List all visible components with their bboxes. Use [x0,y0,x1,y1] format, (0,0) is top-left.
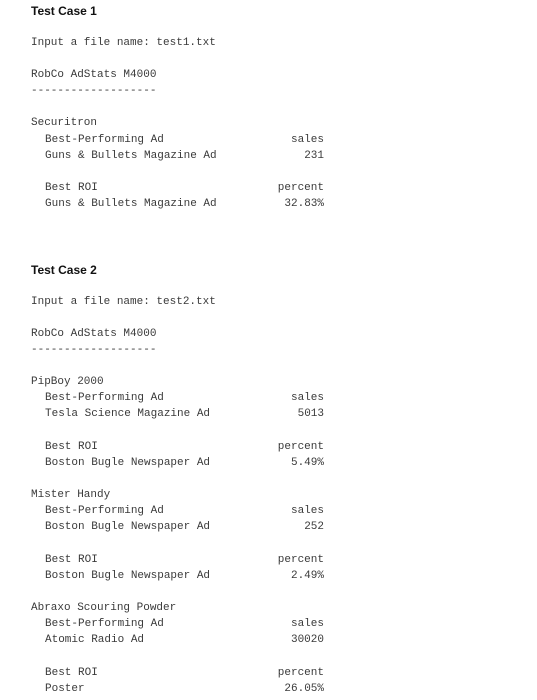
best-roi-ad: Boston Bugle Newspaper Ad [45,570,211,582]
best-performing-label: Best-Performing Ad [45,134,164,146]
product-name: Securitron [31,117,98,129]
divider: ------------------- [31,344,157,356]
percent-label: percent [277,667,324,679]
percent-label: percent [277,182,324,194]
test-case-2-heading: Test Case 2 [31,263,97,277]
sales-label: sales [290,618,324,630]
best-performing-ad: Boston Bugle Newspaper Ad [45,521,211,533]
app-title: RobCo AdStats M4000 [31,328,157,340]
best-roi-label: Best ROI [45,667,98,679]
best-roi-ad: Poster [45,683,85,695]
best-performing-label: Best-Performing Ad [45,505,164,517]
divider: ------------------- [31,85,157,97]
percent-label: percent [277,554,324,566]
sales-label: sales [290,505,324,517]
app-title: RobCo AdStats M4000 [31,69,157,81]
sales-value: 30020 [290,634,324,646]
test-case-1-heading: Test Case 1 [31,4,97,18]
percent-label: percent [277,441,324,453]
percent-value: 32.83% [284,198,324,210]
product-name: Abraxo Scouring Powder [31,602,177,614]
sales-label: sales [290,392,324,404]
best-performing-label: Best-Performing Ad [45,618,164,630]
best-roi-label: Best ROI [45,554,98,566]
sales-value: 5013 [297,408,324,420]
best-performing-ad: Guns & Bullets Magazine Ad [45,150,217,162]
best-roi-ad: Guns & Bullets Magazine Ad [45,198,217,210]
best-roi-label: Best ROI [45,182,98,194]
file-prompt: Input a file name: test1.txt [31,37,216,49]
file-prompt: Input a file name: test2.txt [31,296,216,308]
percent-value: 2.49% [290,570,324,582]
sales-value: 231 [304,150,324,162]
best-performing-ad: Atomic Radio Ad [45,634,145,646]
best-roi-label: Best ROI [45,441,98,453]
product-name: PipBoy 2000 [31,376,104,388]
sales-value: 252 [304,521,324,533]
product-name: Mister Handy [31,489,111,501]
percent-value: 26.05% [284,683,324,695]
best-performing-label: Best-Performing Ad [45,392,164,404]
best-performing-ad: Tesla Science Magazine Ad [45,408,211,420]
percent-value: 5.49% [290,457,324,469]
best-roi-ad: Boston Bugle Newspaper Ad [45,457,211,469]
sales-label: sales [290,134,324,146]
